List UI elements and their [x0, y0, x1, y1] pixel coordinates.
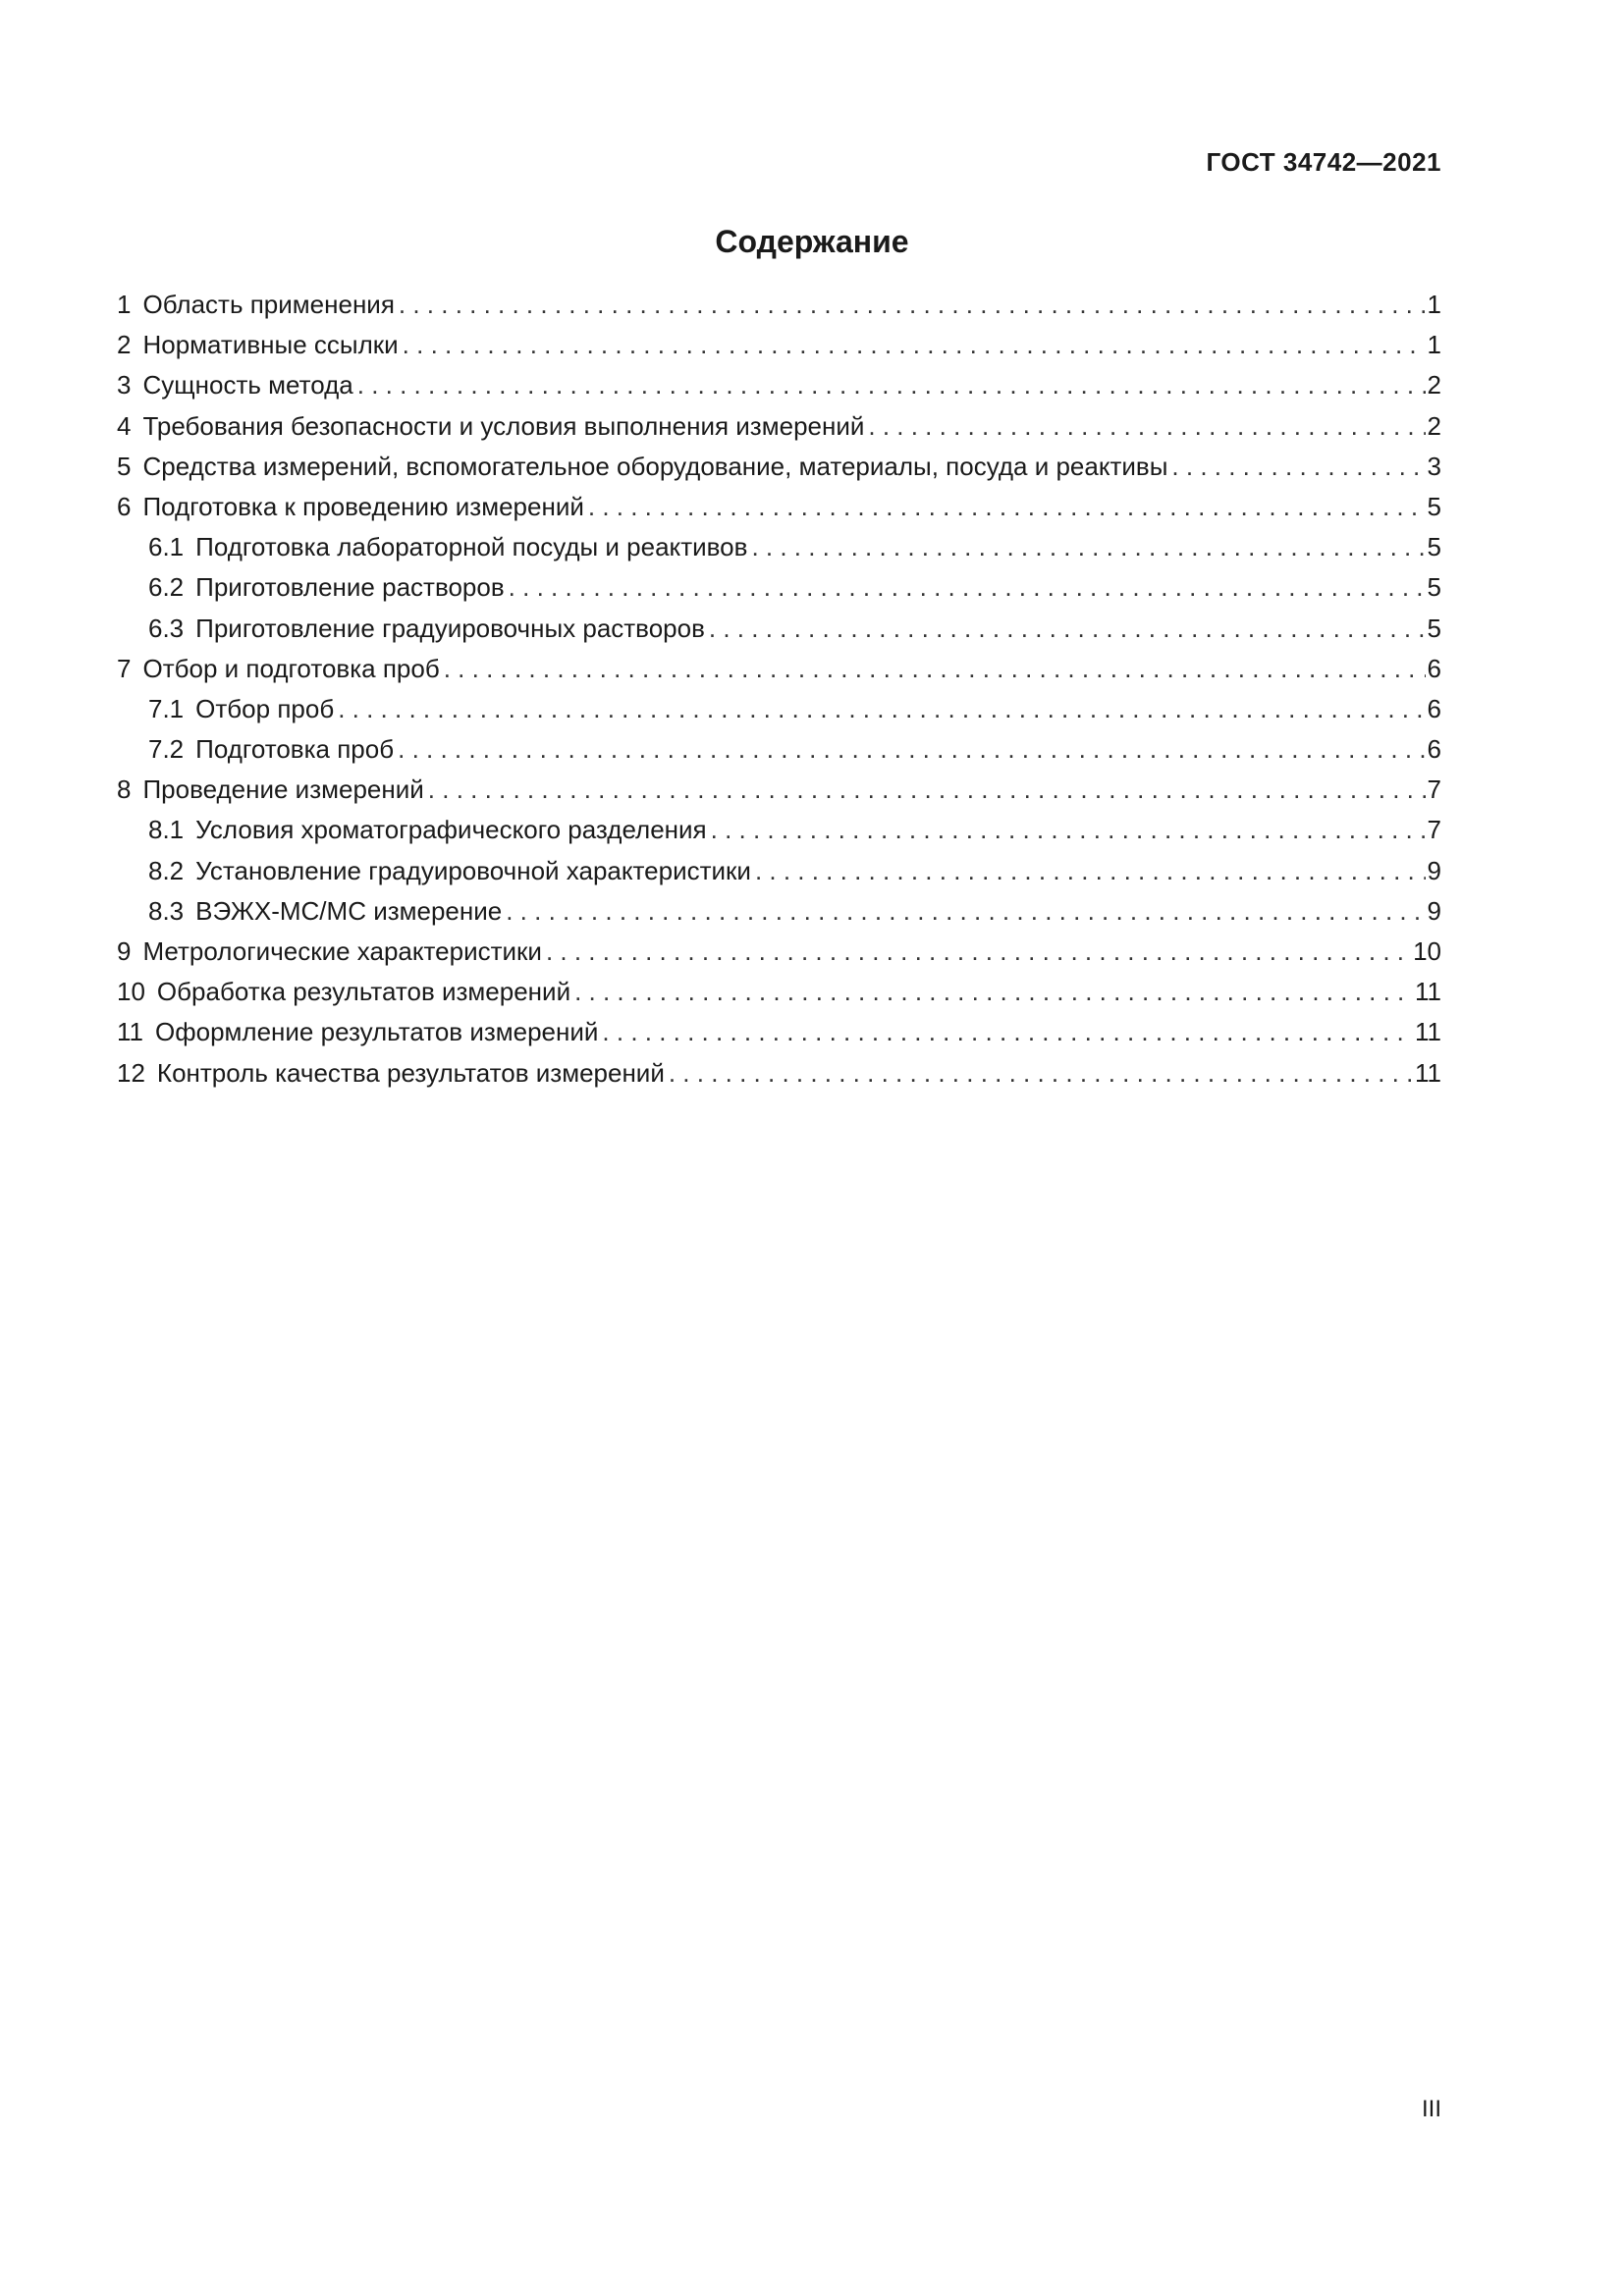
- toc-entry-label: Условия хроматографического разделения: [195, 815, 707, 845]
- toc-entry[interactable]: [117, 770, 1441, 810]
- toc-entry-page: 11: [1415, 1017, 1441, 1047]
- toc-entry[interactable]: [117, 932, 1441, 972]
- toc-entry-label: Сущность метода: [142, 370, 353, 400]
- toc-dot-leader: [338, 689, 1425, 729]
- toc-entry[interactable]: [117, 406, 1441, 447]
- document-code: ГОСТ 34742—2021: [1206, 147, 1441, 177]
- toc-entry-number: 6.2: [148, 572, 185, 603]
- toc-dot-leader: [403, 325, 1426, 365]
- toc-entry-page: 7: [1427, 774, 1441, 805]
- table-of-contents: [117, 285, 1441, 1094]
- toc-dot-leader: [546, 932, 1411, 972]
- toc-entry-label: Требования безопасности и условия выполнения измерений: [142, 410, 865, 441]
- toc-entry[interactable]: [117, 1053, 1441, 1094]
- toc-entry-label: Отбор и подготовка проб: [142, 653, 440, 683]
- toc-entry[interactable]: [117, 649, 1441, 689]
- toc-entry-label: Метрологические характеристики: [142, 936, 542, 966]
- toc-entry-page: 6: [1427, 734, 1441, 765]
- toc-dot-leader: [1171, 447, 1425, 487]
- toc-entry-label: Контроль качества результатов измерений: [156, 1057, 665, 1088]
- toc-entry[interactable]: [117, 891, 1441, 932]
- toc-entry[interactable]: [117, 729, 1441, 770]
- toc-entry-page: 3: [1427, 451, 1441, 481]
- toc-entry[interactable]: [117, 972, 1441, 1012]
- toc-entry-number: 2: [117, 330, 132, 360]
- toc-dot-leader: [506, 891, 1425, 932]
- toc-entry-number: 6: [117, 491, 132, 521]
- toc-entry-page: 10: [1413, 936, 1441, 966]
- toc-entry-page: 5: [1427, 532, 1441, 562]
- toc-entry-label: Подготовка к проведению измерений: [142, 491, 584, 521]
- toc-entry[interactable]: [117, 365, 1441, 405]
- toc-dot-leader: [755, 851, 1426, 891]
- toc-entry-page: 6: [1427, 693, 1441, 723]
- toc-entry[interactable]: [117, 285, 1441, 325]
- toc-entry-number: 6.1: [148, 532, 185, 562]
- toc-entry-page: 6: [1427, 653, 1441, 683]
- toc-entry-number: 8.2: [148, 855, 185, 885]
- toc-entry[interactable]: [117, 567, 1441, 608]
- toc-dot-leader: [444, 649, 1426, 689]
- toc-entry-number: 7.2: [148, 734, 185, 765]
- toc-dot-leader: [509, 567, 1426, 608]
- toc-entry-number: 3: [117, 370, 132, 400]
- toc-entry-number: 7.1: [148, 693, 185, 723]
- toc-dot-leader: [574, 972, 1413, 1012]
- toc-dot-leader: [709, 609, 1426, 649]
- toc-entry-page: 11: [1415, 977, 1441, 1007]
- toc-entry-number: 10: [117, 977, 145, 1007]
- toc-entry-number: 8: [117, 774, 132, 805]
- toc-entry-label: ВЭЖХ-МС/МС измерение: [195, 895, 503, 926]
- toc-entry-number: 6.3: [148, 613, 185, 643]
- toc-entry-number: 7: [117, 653, 132, 683]
- toc-dot-leader: [588, 487, 1426, 527]
- toc-entry[interactable]: [117, 325, 1441, 365]
- toc-title: Содержание: [715, 224, 909, 259]
- toc-entry-page: 1: [1427, 290, 1441, 319]
- toc-entry-label: Приготовление градуировочных растворов: [195, 613, 705, 643]
- toc-entry-label: Область применения: [142, 290, 395, 319]
- toc-entry-page: 7: [1427, 815, 1441, 845]
- toc-entry[interactable]: [117, 689, 1441, 729]
- toc-entry-label: Обработка результатов измерений: [156, 977, 571, 1007]
- toc-entry-page: 5: [1427, 491, 1441, 521]
- toc-entry-page: 5: [1427, 572, 1441, 603]
- toc-entry-label: Нормативные ссылки: [142, 330, 399, 360]
- toc-entry-label: Подготовка проб: [195, 734, 395, 765]
- toc-entry-number: 4: [117, 410, 132, 441]
- toc-dot-leader: [399, 285, 1426, 325]
- toc-dot-leader: [669, 1053, 1413, 1094]
- toc-entry[interactable]: [117, 447, 1441, 487]
- toc-dot-leader: [711, 810, 1426, 850]
- toc-entry-label: Оформление результатов измерений: [155, 1017, 599, 1047]
- toc-entry-label: Отбор проб: [195, 693, 335, 723]
- toc-entry-page: 5: [1427, 613, 1441, 643]
- toc-dot-leader: [602, 1012, 1413, 1052]
- toc-entry-page: 11: [1415, 1057, 1441, 1088]
- toc-dot-leader: [428, 770, 1426, 810]
- toc-entry[interactable]: [117, 487, 1441, 527]
- toc-entry-page: 2: [1427, 410, 1441, 441]
- toc-entry-page: 9: [1427, 895, 1441, 926]
- toc-entry-page: 9: [1427, 855, 1441, 885]
- toc-dot-leader: [868, 406, 1425, 447]
- toc-entry[interactable]: [117, 810, 1441, 850]
- toc-entry-label: Подготовка лабораторной посуды и реактивов: [195, 532, 748, 562]
- toc-entry[interactable]: [117, 851, 1441, 891]
- toc-entry[interactable]: [117, 1012, 1441, 1052]
- toc-entry-label: Установление градуировочной характеристики: [195, 855, 751, 885]
- toc-entry-label: Проведение измерений: [142, 774, 424, 805]
- toc-entry[interactable]: [117, 609, 1441, 649]
- toc-entry-page: 1: [1427, 330, 1441, 360]
- toc-dot-leader: [751, 527, 1425, 567]
- toc-entry-number: 11: [117, 1017, 143, 1047]
- toc-entry-label: Приготовление растворов: [195, 572, 505, 603]
- toc-entry-number: 8.1: [148, 815, 185, 845]
- toc-entry-number: 9: [117, 936, 132, 966]
- toc-entry-number: 5: [117, 451, 132, 481]
- toc-dot-leader: [357, 365, 1426, 405]
- toc-entry-number: 12: [117, 1057, 145, 1088]
- page-number: III: [1421, 2096, 1441, 2122]
- toc-entry-number: 8.3: [148, 895, 185, 926]
- toc-dot-leader: [398, 729, 1425, 770]
- toc-entry-page: 2: [1427, 370, 1441, 400]
- toc-entry-label: Средства измерений, вспомогательное оборудование, материалы, посуда и реактивы: [142, 451, 1168, 481]
- toc-entry-number: 1: [117, 290, 132, 319]
- toc-entry[interactable]: [117, 527, 1441, 567]
